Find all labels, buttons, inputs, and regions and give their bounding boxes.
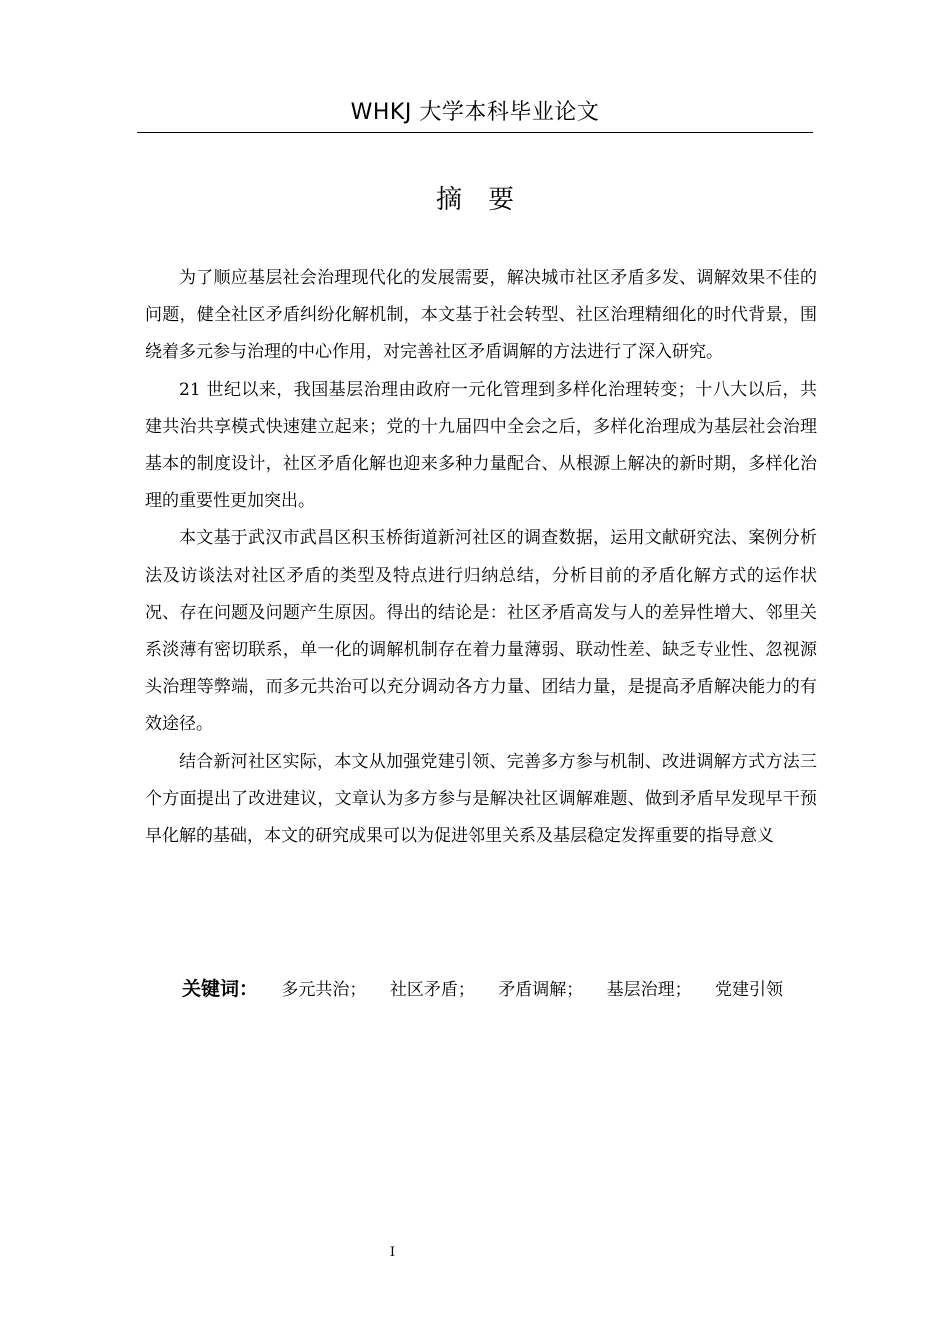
abstract-paragraph-3: 本文基于武汉市武昌区积玉桥街道新河社区的调查数据，运用文献研究法、案例分析法及访谈法对社区矛盾的类型及特点进行归纳总结，分析目前的矛盾化解方式的运作状况、存在问题及问题产生原因。得出的结论是：社区矛盾高发与人的差异性增大、邻里关系淡薄有密切联系，单一化的调解机制存在着力量薄弱、联动性差、缺乏专业性、忽视源头治理等弊端，而多元共治可以充分调动各方力量、团结力量，是提高矛盾解决能力的有效途径。 [145,528,817,735]
abstract-paragraph-2: 21 世纪以来，我国基层治理由政府一元化管理到多样化治理转变；十八大以后，共建共治共享模式快速建立起来；党的十九届四中全会之后，多样化治理成为基层社会治理基本的制度设计，社区矛盾化解也迎来多种力量配合、从根源上解决的新时期，多样化治理的重要性更加突出。 [145,379,817,512]
keyword-item: 基层治理； [606,980,692,1000]
keyword-item: 党建引领 [715,980,784,1000]
keywords-label: 关键词： [182,978,259,1000]
page-number: I [389,1245,396,1260]
abstract-body [145,260,817,855]
keywords-line [182,975,801,1004]
thesis-header-title: WHKJ 大学本科毕业论文 [350,100,600,125]
abstract-paragraph-1: 为了顺应基层社会治理现代化的发展需要，解决城市社区矛盾多发、调解效果不佳的问题，健全社区矛盾纠纷化解机制，本文基于社会转型、社区治理精细化的时代背景，围绕着多元参与治理的中心作用，对完善社区矛盾调解的方法进行了深入研究。 [145,268,817,363]
page-header [137,98,813,133]
keyword-item: 社区矛盾； [389,980,475,1000]
abstract-heading: 摘要 [435,185,540,215]
keyword-item: 矛盾调解； [498,980,584,1000]
keyword-item: 多元共治； [281,980,367,1000]
abstract-paragraph-4: 结合新河社区实际，本文从加强党建引领、完善多方参与机制、改进调解方式方法三个方面提出了改进建议，文章认为多方参与是解决社区调解难题、做到矛盾早发现早干预早化解的基础，本文的研究成果可以为促进邻里关系及基层稳定发挥重要的指导意义 [145,751,817,847]
